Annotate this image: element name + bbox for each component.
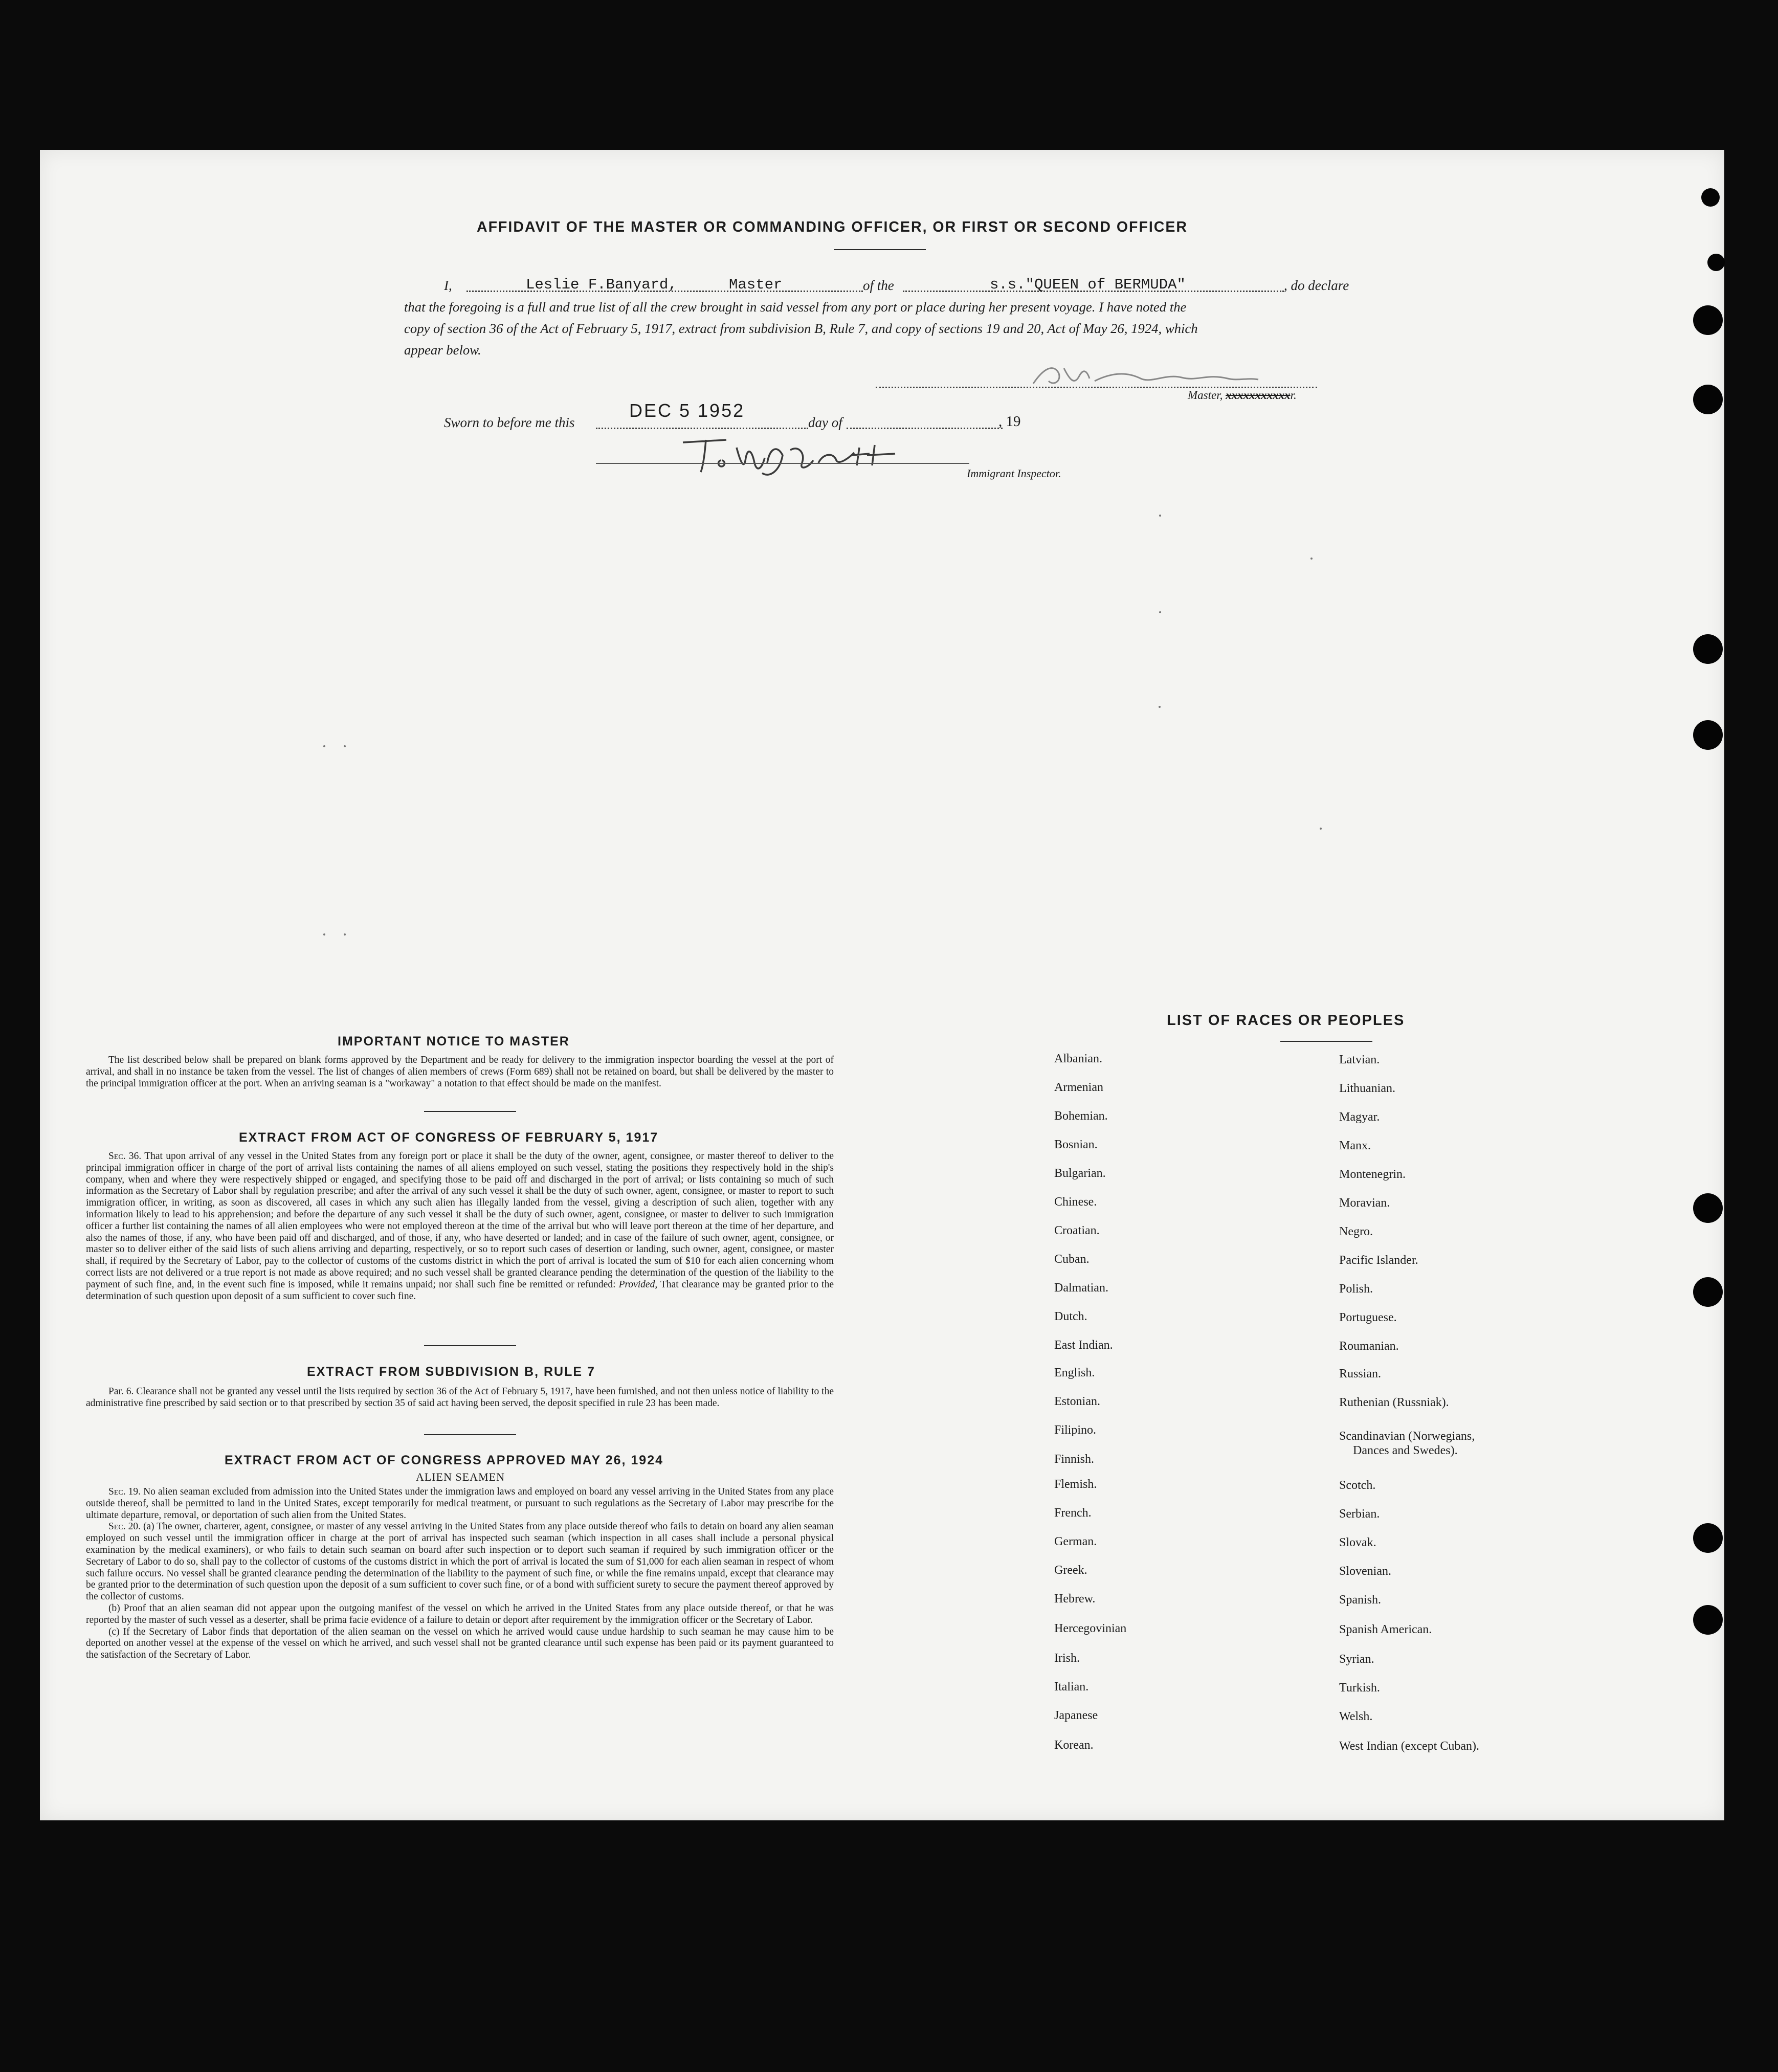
master-rank: Master (729, 276, 783, 293)
master-signature-line (876, 387, 1317, 388)
act1917-provided: Provided, (618, 1279, 658, 1290)
race-item: Dalmatian. (1054, 1281, 1108, 1295)
race-item: Finnish. (1054, 1453, 1095, 1466)
speck (1159, 611, 1161, 613)
inspector-signature-line (596, 463, 969, 464)
punch-hole (1701, 188, 1720, 207)
master-caption (1188, 389, 1297, 402)
act1917-title: EXTRACT FROM ACT OF CONGRESS OF FEBRUARY 5, 1917 (239, 1130, 659, 1145)
sec20-label: Sec. 20. (108, 1521, 141, 1532)
punch-hole (1707, 254, 1725, 271)
race-item: Roumanian. (1339, 1340, 1399, 1353)
act1924-body (86, 1486, 834, 1661)
sec20c-paragraph: (c) If the Secretary of Labor finds that deportation of the alien seaman on the vessel on which he arrived would cause undue hardship to such seaman he may cause him to be deported on another vessel at the expense of the vessel on which he arrived, and such vessel shall not be granted clearance until such expense has been paid or its payment guaranteed to the satisfaction of the Secretary of Labor. (86, 1626, 834, 1661)
act1917-paragraph (86, 1151, 834, 1302)
sec20a-paragraph (86, 1521, 834, 1603)
notice-title: IMPORTANT NOTICE TO MASTER (338, 1034, 570, 1049)
race-item: East Indian. (1054, 1339, 1113, 1352)
race-item: Manx. (1339, 1139, 1371, 1152)
act1917-text: That upon arrival of any vessel in the United States from any foreign port or place it shall be the duty of the owner, agent, consignee, or master thereof to deliver to the principal immigration officer in charge of the port of arrival lists containing the names of all aliens employed on such vessel, stating the positions they respectively hold in the ship's company, when and where they were respectively shipped or engaged, and specifying those to be paid off and discharged in the port of arrival; or lists containing so much of such information as the Secretary of Labor shall by regulation prescribe; and after the arrival of any such vessel it shall be the duty of such owner, agent, consignee, or master to report to such immigration officer, in writing, as soon as discovered, all cases in which any such alien has illegally landed from the vessel, giving a description of such alien, together with any information likely to lead to his apprehension; and before the departure of any such vessel it shall be the duty of such owner, agent, consignee, or master to deliver to such immigration officer a further list containing the names of all alien employees who were not employed thereon at the time of the arrival but who will leave port thereon at the time of her departure, and also the names of those, if any, who have been paid off and discharged, and of those, if any, who have deserted or landed; and in case of the failure of such owner, agent, consignee, or master so to deliver either of the said lists of such aliens arriving and departing, respectively, or so to report such cases of desertion or landing, such owner, agent, consignee, or master shall, if required by the Secretary of Labor, pay to the collector of customs of the customs district in which the port of arrival is located the sum of $10 for each alien concerning whom correct lists are not delivered or a true report is not made as above required; and no such vessel shall be granted clearance pending the determination of the question of the liability to the payment of such fine, and, in the event such fine is imposed, while it remains unpaid; nor shall such fine be remitted or refunded: (86, 1151, 834, 1290)
race-item: Ruthenian (Russniak). (1339, 1396, 1449, 1409)
affidavit-i: I, (444, 278, 452, 293)
title-rule (834, 249, 926, 250)
notice-body (86, 1055, 834, 1089)
race-item: Spanish American. (1339, 1623, 1432, 1636)
race-item: Montenegrin. (1339, 1168, 1406, 1181)
date-stamp: DEC 5 1952 (629, 400, 745, 421)
race-item: Hercegovinian (1054, 1622, 1127, 1635)
race-item: Pacific Islander. (1339, 1254, 1418, 1267)
race-item: Filipino. (1054, 1423, 1097, 1437)
master-name: Leslie F.Banyard, (526, 276, 677, 293)
race-item: Lithuanian. (1339, 1082, 1395, 1095)
punch-hole (1693, 1605, 1723, 1635)
race-item: Russian. (1339, 1367, 1382, 1380)
race-item: Portuguese. (1339, 1311, 1397, 1324)
speck (1159, 515, 1161, 517)
section-rule (424, 1111, 516, 1112)
race-item: Turkish. (1339, 1681, 1380, 1695)
race-item: Dutch. (1054, 1310, 1087, 1323)
declaration-line-3: copy of section 36 of the Act of February 5, 1917, extract from subdivision B, Rule 7, and copy of sections 19 and 20, Act of May 26, 1924, which (404, 321, 1198, 336)
sec20b-paragraph: (b) Proof that an alien seaman did not appear upon the outgoing manifest of the vessel on which he arrived in the United States from any place outside thereof, or that he was reported by the master of such vessel as a deserter, shall be prima facie evidence of a failure to detain or deport after requirement by the immigration officer or the Secretary of Labor. (86, 1602, 834, 1625)
race-item: Cuban. (1054, 1253, 1090, 1266)
section-rule (424, 1345, 516, 1346)
speck (344, 933, 346, 935)
section-rule (424, 1434, 516, 1435)
race-item: Albanian. (1054, 1052, 1102, 1065)
punch-hole (1693, 305, 1723, 335)
year-label: , 19 (998, 413, 1021, 430)
act1917-body (86, 1151, 834, 1302)
sworn-month-line (847, 428, 1003, 429)
speck (344, 745, 346, 747)
punch-hole (1693, 385, 1723, 414)
race-item: Spanish. (1339, 1593, 1382, 1607)
race-item: Greek. (1054, 1564, 1087, 1577)
declaration-line-4: appear below. (404, 342, 481, 358)
master-caption-tail: r. (1290, 389, 1297, 402)
race-item: Bulgarian. (1054, 1167, 1106, 1180)
act1917-sec: Sec. 36. (108, 1151, 142, 1162)
punch-hole (1693, 634, 1723, 664)
races-rule (1280, 1041, 1372, 1042)
act1924-title: EXTRACT FROM ACT OF CONGRESS APPROVED MAY 26, 1924 (225, 1453, 664, 1467)
race-item: Slovenian. (1339, 1565, 1391, 1578)
vessel-name: s.s."QUEEN of BERMUDA" (990, 276, 1186, 293)
act1924-subtitle: ALIEN SEAMEN (416, 1471, 505, 1483)
master-caption-label: Master, (1188, 389, 1223, 402)
day-of-label: day of (808, 415, 842, 430)
race-item: Polish. (1339, 1282, 1373, 1296)
race-item: Chinese. (1054, 1195, 1097, 1209)
race-item: Negro. (1339, 1225, 1373, 1238)
speck (323, 745, 325, 747)
inspector-signature (680, 432, 936, 481)
race-item: Magyar. (1339, 1110, 1380, 1124)
race-item: Latvian. (1339, 1053, 1380, 1066)
race-item: Armenian (1054, 1081, 1103, 1094)
race-item: Welsh. (1339, 1710, 1373, 1723)
punch-hole (1693, 1193, 1723, 1223)
race-item: French. (1054, 1506, 1092, 1520)
race-item: Serbian. (1339, 1507, 1380, 1521)
sec19-text: No alien seaman excluded from admission into the United States under the immigration laws and employed on board any vessel arriving in the United States from any place outside thereof, shall be permitted to land in the United States, except temporarily for medical treatment, or pursuant to such regulations as the Secretary of Labor may prescribe for the ultimate departure, removal, or deportation of such alien from the United States. (86, 1486, 834, 1521)
inspector-label: Immigrant Inspector. (967, 467, 1061, 480)
race-item: West Indian (except Cuban). (1339, 1740, 1479, 1753)
race-item: Estonian. (1054, 1395, 1100, 1408)
race-item: Korean. (1054, 1739, 1094, 1752)
declaration-line-2: that the foregoing is a full and true list of all the crew brought in said vessel from any port or place during her present voyage. I have noted the (404, 299, 1187, 315)
sworn-date-line (596, 428, 808, 429)
races-title: LIST OF RACES OR PEOPLES (1167, 1012, 1405, 1029)
speck (1320, 828, 1322, 830)
race-item: Bosnian. (1054, 1138, 1098, 1151)
race-item: Flemish. (1054, 1478, 1097, 1491)
sworn-label: Sworn to before me this (444, 415, 575, 430)
race-item: Moravian. (1339, 1196, 1390, 1210)
sec19-label: Sec. 19. (108, 1486, 141, 1497)
race-item: German. (1054, 1535, 1097, 1548)
race-item: Scotch. (1339, 1479, 1376, 1492)
race-item: Bohemian. (1054, 1109, 1108, 1123)
notice-paragraph: The list described below shall be prepared on blank forms approved by the Department and be ready for delivery to the immigration inspector boarding the vessel at the port of arrival, and shall in no instance be taken from the vessel. The list of changes of alien members of crews (Form 689) shall not be retained on board, but shall be delivered by the master to the principal immigration officer at the port. When an arriving seaman is a "workaway" a notation to that effect should be made on the manifest. (86, 1055, 834, 1089)
race-item: Italian. (1054, 1680, 1089, 1694)
rule7-body (86, 1386, 834, 1410)
speck (1159, 706, 1161, 708)
master-caption-struck: xxxxxxxxxxx (1226, 389, 1291, 402)
race-item: Dances and Swedes). (1353, 1444, 1458, 1457)
speck (1310, 558, 1313, 560)
race-item: Syrian. (1339, 1653, 1374, 1666)
punch-hole (1693, 1277, 1723, 1307)
sec20a-text: (a) The owner, charterer, agent, consignee, or master of any vessel arriving in the United States from any place outside thereof who fails to detain on board any alien seaman employed on such vessel until the immigration officer in charge at the port of arrival has inspected such seaman (which inspection in all cases shall include a personal physical examination by the medical examiners), or who fails to detain such seaman on board after such inspection or to deport such seaman if required by such immigration officer or the Secretary of Labor to do so, shall pay to the collector of customs of the customs district in which the port of arrival is located the sum of $1,000 for each alien seaman in respect of whom such failure occurs. No vessel shall be granted clearance pending the determination of the liability to the payment of such fine, or while the fine remains unpaid, except that clearance may be granted prior to the determination of such question upon the deposit of a sum sufficient to cover such fine, or of a bond with sufficient surety to secure the payment thereof approved by the collector of customs. (86, 1521, 834, 1602)
punch-hole (1693, 1523, 1723, 1553)
race-item: Scandinavian (Norwegians, (1339, 1430, 1475, 1443)
race-item: Hebrew. (1054, 1592, 1096, 1606)
race-item: Slovak. (1339, 1536, 1376, 1549)
of-the-label: of the (863, 278, 894, 293)
rule7-paragraph: Par. 6. Clearance shall not be granted any vessel until the lists required by section 36 of the Act of February 5, 1917, have been furnished, and not then unless notice of liability to the administrative fine prescribed by said section or to that prescribed by section 35 of said act having been served, the deposit specified in rule 23 has been made. (86, 1386, 834, 1409)
act1917-tail: That clearance may be granted prior to the determination of such question upon deposit of a sum sufficient to cover such fine. (86, 1279, 834, 1302)
speck (323, 933, 325, 935)
race-item: Croatian. (1054, 1224, 1100, 1237)
race-item: English. (1054, 1366, 1095, 1379)
rule7-title: EXTRACT FROM SUBDIVISION B, RULE 7 (307, 1365, 595, 1379)
affidavit-title: AFFIDAVIT OF THE MASTER OR COMMANDING OFFICER, OR FIRST OR SECOND OFFICER (477, 219, 1188, 235)
race-item: Japanese (1054, 1709, 1098, 1722)
sec19-paragraph (86, 1486, 834, 1521)
race-item: Irish. (1054, 1652, 1080, 1665)
do-declare-label: , do declare (1284, 278, 1349, 293)
punch-hole (1693, 720, 1723, 750)
